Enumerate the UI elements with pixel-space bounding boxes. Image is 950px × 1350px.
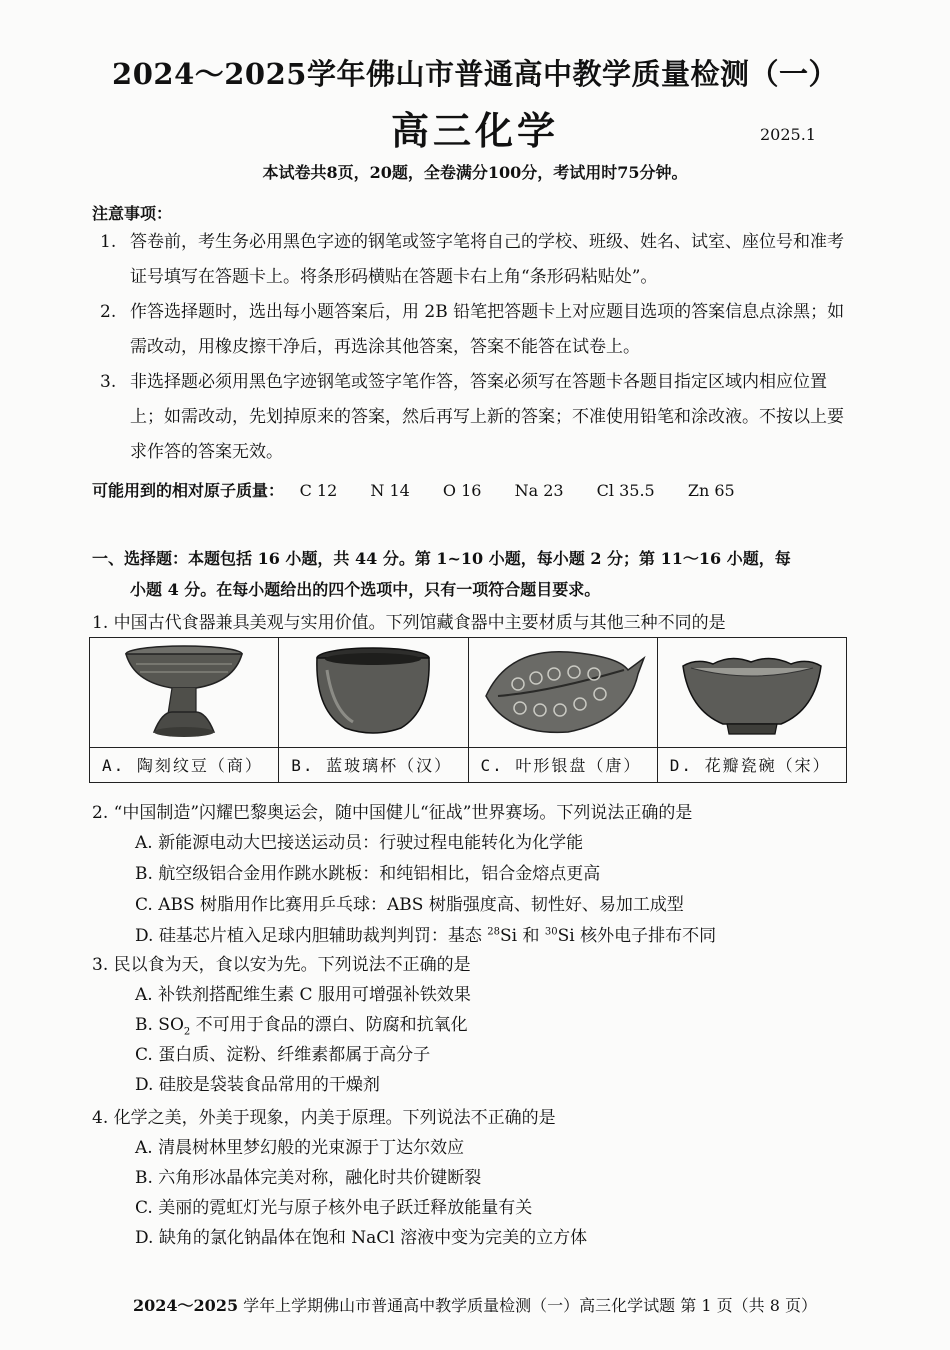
section-line-2: 小题 4 分。在每小题给出的四个选项中，只有一项符合题目要求。 <box>130 580 601 599</box>
mass-na: Na 23 <box>514 481 564 500</box>
caption-b: B. 蓝玻璃杯（汉） <box>279 747 468 782</box>
caption-a: A. 陶刻纹豆（商） <box>90 747 279 782</box>
note-number: 2. <box>100 302 117 322</box>
q4-option-d: D. 缺角的氯化钠晶体在饱和 NaCl 溶液中变为完美的立方体 <box>135 1228 588 1248</box>
atomic-masses-label: 可能用到的相对原子质量： <box>92 481 285 500</box>
note-number: 1. <box>100 232 117 252</box>
q4-option-c: C. 美丽的霓虹灯光与原子核外电子跃迁释放能量有关 <box>135 1198 533 1218</box>
caption-d: D. 花瓣瓷碗（宋） <box>657 747 846 782</box>
q2-option-a: A. 新能源电动大巴接送运动员：行驶过程电能转化为化学能 <box>135 833 584 853</box>
artifact-b-cell <box>279 638 468 748</box>
q3-b-text-1: B. SO <box>135 1015 184 1035</box>
q3-option-b <box>135 1010 468 1037</box>
mass-cl: Cl 35.5 <box>596 481 655 500</box>
q4-option-b: B. 六角形冰晶体完美对称，融化时共价键断裂 <box>135 1168 482 1188</box>
mass-c: C 12 <box>299 481 338 500</box>
mass-o: O 16 <box>442 481 482 500</box>
artifact-d-cell <box>657 638 846 748</box>
mass-zn: Zn 65 <box>687 481 735 500</box>
q4-stem: 4. 化学之美，外美于现象，内美于原理。下列说法不正确的是 <box>92 1108 556 1128</box>
note-3 <box>100 365 845 470</box>
footer-text: 学年上学期佛山市普通高中教学质量检测（一）高三化学试题 第 1 页（共 8 页） <box>238 1296 817 1315</box>
q2-d-text-1: D. 硅基芯片植入足球内胆辅助裁判判罚：基态 <box>135 926 488 946</box>
footer-year: 2024～2025 <box>133 1296 239 1315</box>
q3-option-c: C. 蛋白质、淀粉、纤维素都属于高分子 <box>135 1045 431 1065</box>
pottery-dou-icon <box>114 640 254 740</box>
section-heading <box>92 543 847 605</box>
note-2 <box>100 295 845 365</box>
atomic-masses <box>92 478 763 501</box>
exam-date: 2025.1 <box>760 125 816 144</box>
silver-plate-icon <box>478 640 648 740</box>
q1-stem: 1. 中国古代食器兼具美观与实用价值。下列馆藏食器中主要材质与其他三种不同的是 <box>92 613 726 633</box>
note-number: 3. <box>100 372 117 392</box>
q3-b-text-2: 不可用于食品的漂白、防腐和抗氧化 <box>190 1015 468 1035</box>
artifact-c-cell <box>468 638 657 748</box>
notes-heading: 注意事项： <box>92 204 173 223</box>
q2-d-mass-1: 28 <box>487 926 500 938</box>
q2-option-b: B. 航空级铝合金用作跳水跳板：和纯铝相比，铝合金熔点更高 <box>135 864 601 884</box>
exam-info: 本试卷共8页，20题，全卷满分100分，考试用时75分钟。 <box>262 163 688 182</box>
q3-stem: 3. 民以食为天，食以安为先。下列说法不正确的是 <box>92 955 471 975</box>
q2-d-text-2: Si 和 <box>499 926 545 946</box>
q3-b-subscript: 2 <box>183 1026 191 1038</box>
artifact-a-cell <box>90 638 279 748</box>
glass-cup-icon <box>303 640 443 740</box>
q1-image-table <box>89 637 847 783</box>
q2-option-c: C. ABS 树脂用作比赛用乒乓球：ABS 树脂强度高、韧性好、易加工成型 <box>135 895 684 915</box>
q4-option-a: A. 清晨树林里梦幻般的光束源于丁达尔效应 <box>135 1138 465 1158</box>
note-text: 作答选择题时，选出每小题答案后，用 2B 铅笔把答题卡上对应题目选项的答案信息点涂黑；如需改动，用橡皮擦干净后，再选涂其他答案，答案不能答在试卷上。 <box>130 302 845 357</box>
q2-stem: 2. “中国制造”闪耀巴黎奥运会，随中国健儿“征战”世界赛场。下列说法正确的是 <box>92 803 693 823</box>
q3-option-d: D. 硅胶是袋装食品常用的干燥剂 <box>135 1075 380 1095</box>
mass-n: N 14 <box>370 481 410 500</box>
section-line-1: 一、选择题：本题包括 16 小题，共 44 分。第 1~10 小题，每小题 2 分；第 11～16 小题，每 <box>92 549 791 568</box>
page-footer <box>0 1293 950 1316</box>
q2-d-mass-2: 30 <box>544 926 558 938</box>
q2-d-text-3: Si 核外电子排布不同 <box>557 926 717 946</box>
note-text: 答卷前，考生务必用黑色字迹的钢笔或签字笔将自己的学校、班级、姓名、试室、座位号和准考证号填写在答题卡上。将条形码横贴在答题卡右上角“条形码粘贴处”。 <box>130 232 844 287</box>
porcelain-bowl-icon <box>677 640 827 740</box>
note-1 <box>100 225 845 295</box>
subject-title: 高三化学 <box>390 108 559 153</box>
caption-c: C. 叶形银盘（唐） <box>468 747 657 782</box>
q2-option-d <box>135 921 716 946</box>
q3-option-a: A. 补铁剂搭配维生素 C 服用可增强补铁效果 <box>135 985 471 1005</box>
exam-title: 2024～2025学年佛山市普通高中教学质量检测（一） <box>112 57 838 91</box>
note-text: 非选择题必须用黑色字迹钢笔或签字笔作答，答案必须写在答题卡各题目指定区域内相应位置上；如需改动，先划掉原来的答案，然后再写上新的答案；不准使用铅笔和涂改液。不按以上要求作答的答案无效。 <box>130 372 844 462</box>
